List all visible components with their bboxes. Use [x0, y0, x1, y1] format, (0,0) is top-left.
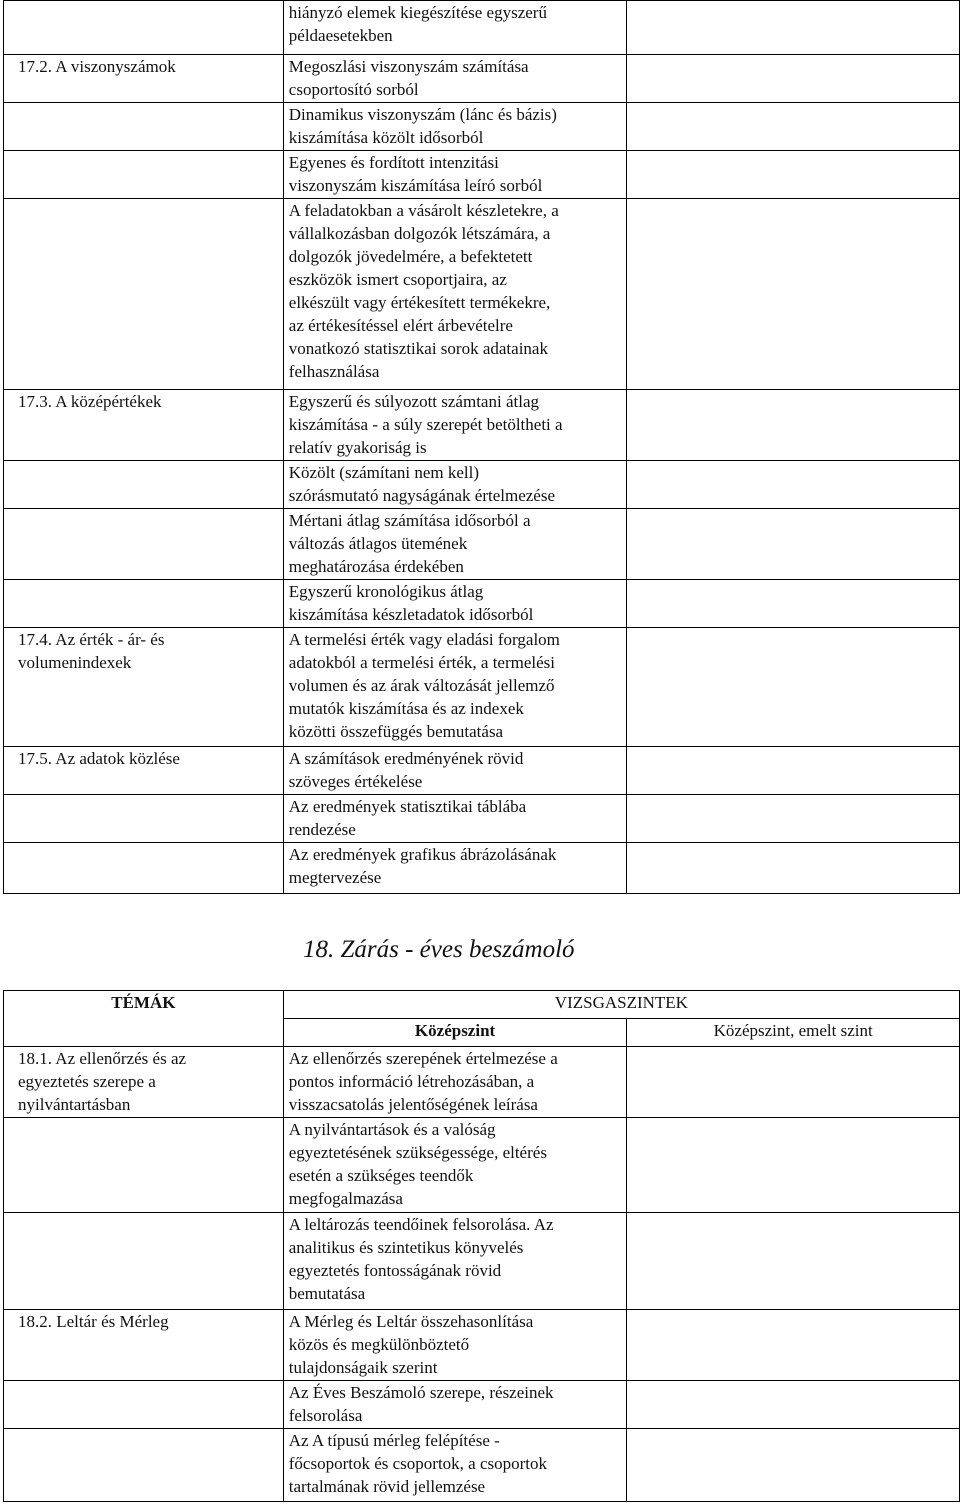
requirement-text: A leltározás teendőinek felsorolása. Az analitikus és szintetikus könyvelés egyeztetés fontosságának rövid bemutatása	[288, 1215, 554, 1303]
requirement-text: Közölt (számítani nem kell) szórásmutató nagyságának értelmezése	[288, 463, 555, 505]
requirement-cell	[283, 1310, 627, 1381]
header-mid-advanced-level: Középszint, emelt szint	[627, 1019, 960, 1047]
requirement-text: A Mérleg és Leltár összehasonlítása közös és megkülönböztető tulajdonságaik szerint	[288, 1312, 534, 1377]
topic-cell	[4, 509, 284, 580]
requirement-text: A feladatokban a vásárolt készletekre, a vállalkozásban dolgozók létszámára, a dolgozók jövedelmére, a befektetett eszközök ismert csoportjaira, az elkészült vagy értékesített termékekre, az értékesítéssel elért árbevételre vonatkozó statisztikai sorok adatainak felhasználása	[288, 201, 559, 381]
topic-cell: 17.5. Az adatok közlése	[4, 747, 284, 795]
requirement-cell	[283, 509, 627, 580]
table-row	[4, 461, 960, 509]
requirement-text: hiányzó elemek kiegészítése egyszerű példaesetekben	[288, 3, 547, 45]
requirement-text: Az eredmények grafikus ábrázolásának megtervezése	[288, 845, 557, 887]
requirement-cell	[283, 1118, 627, 1213]
requirement-text: A számítások eredményének rövid szöveges értékelése	[288, 749, 524, 791]
requirement-text: Megoszlási viszonyszám számítása csoportosító sorból	[288, 57, 529, 99]
requirement-text: Az A típusú mérleg felépítése - főcsoportok és csoportok, a csoportok tartalmának rövid jellemzése	[288, 1431, 548, 1496]
advanced-level-cell	[627, 1047, 960, 1118]
table-row	[4, 103, 960, 151]
requirement-text: Az ellenőrzés szerepének értelmezése a pontos információ létrehozásában, a visszacsatolás jelentőségének leírása	[288, 1049, 558, 1114]
requirement-text: Dinamikus viszonyszám (lánc és bázis) kiszámítása közölt idősorból	[288, 105, 557, 147]
requirement-cell	[283, 1047, 627, 1118]
topic-cell	[4, 1118, 284, 1213]
curriculum-table-18	[3, 990, 960, 1502]
table-row	[4, 1213, 960, 1310]
requirement-cell	[283, 747, 627, 795]
advanced-level-cell	[627, 390, 960, 461]
advanced-level-cell	[627, 795, 960, 843]
requirement-text: A nyilvántartások és a valóság egyeztetésének szükségessége, eltérés esetén a szükséges teendők megfogalmazása	[288, 1120, 547, 1208]
advanced-level-cell	[627, 1, 960, 55]
topic-cell: 17.3. A középértékek	[4, 390, 284, 461]
topic-cell	[4, 103, 284, 151]
header-topics: TÉMÁK	[4, 991, 284, 1047]
table-row	[4, 151, 960, 199]
section-title: 18. Zárás - éves beszámoló	[303, 936, 575, 963]
requirement-cell	[283, 103, 627, 151]
requirement-cell	[283, 1, 627, 55]
table-row	[4, 390, 960, 461]
requirement-cell	[283, 1381, 627, 1429]
advanced-level-cell	[627, 1118, 960, 1213]
header-levels: VIZSGASZINTEK	[283, 991, 959, 1019]
table-row	[4, 580, 960, 628]
advanced-level-cell	[627, 628, 960, 747]
requirement-cell	[283, 843, 627, 894]
table-row	[4, 1047, 960, 1118]
topic-cell	[4, 461, 284, 509]
table-row	[4, 1, 960, 55]
requirement-text: Egyenes és fordított intenzitási viszonyszám kiszámítása leíró sorból	[288, 153, 543, 195]
topic-cell	[4, 151, 284, 199]
curriculum-table-17	[3, 0, 960, 894]
advanced-level-cell	[627, 199, 960, 390]
requirement-cell	[283, 1429, 627, 1502]
requirement-text: A termelési érték vagy eladási forgalom adatokból a termelési érték, a termelési volumen és az árak változását jellemző mutatók kiszámítása és az indexek közötti összefüggés bemutatása	[288, 630, 560, 741]
table-row	[4, 1310, 960, 1381]
requirement-cell	[283, 795, 627, 843]
topic-cell	[4, 580, 284, 628]
requirement-cell	[283, 199, 627, 390]
topic-cell	[4, 1213, 284, 1310]
requirement-text: Egyszerű kronológikus átlag kiszámítása készletadatok idősorból	[288, 582, 534, 624]
topic-cell: 18.1. Az ellenőrzés és az egyeztetés szerepe a nyilvántartásban	[4, 1047, 284, 1118]
table-row	[4, 55, 960, 103]
requirement-text: Egyszerű és súlyozott számtani átlag kiszámítása - a súly szerepét betöltheti a relatív gyakoriság is	[288, 392, 563, 457]
advanced-level-cell	[627, 1213, 960, 1310]
table-row	[4, 1118, 960, 1213]
topic-cell	[4, 1381, 284, 1429]
requirement-text: Az Éves Beszámoló szerepe, részeinek felsorolása	[288, 1383, 554, 1425]
topic-cell	[4, 843, 284, 894]
requirement-cell	[283, 151, 627, 199]
requirement-cell	[283, 55, 627, 103]
advanced-level-cell	[627, 103, 960, 151]
requirement-cell	[283, 390, 627, 461]
topic-cell: 17.4. Az érték - ár- és volumenindexek	[4, 628, 284, 747]
advanced-level-cell	[627, 1429, 960, 1502]
topic-cell	[4, 795, 284, 843]
advanced-level-cell	[627, 747, 960, 795]
table-row	[4, 843, 960, 894]
topic-cell: 17.2. A viszonyszámok	[4, 55, 284, 103]
topic-cell	[4, 1, 284, 55]
advanced-level-cell	[627, 55, 960, 103]
topic-cell	[4, 1429, 284, 1502]
header-row	[4, 991, 960, 1019]
advanced-level-cell	[627, 461, 960, 509]
topic-cell: 18.2. Leltár és Mérleg	[4, 1310, 284, 1381]
table-body	[4, 991, 960, 1502]
requirement-cell	[283, 628, 627, 747]
table-row	[4, 1381, 960, 1429]
header-mid-level: Középszint	[283, 1019, 627, 1047]
advanced-level-cell	[627, 843, 960, 894]
table-row	[4, 509, 960, 580]
requirement-cell	[283, 461, 627, 509]
requirement-cell	[283, 580, 627, 628]
requirement-text: Az eredmények statisztikai táblába rendezése	[288, 797, 527, 839]
requirement-text: Mértani átlag számítása idősorból a változás átlagos ütemének meghatározása érdekében	[288, 511, 531, 576]
table-row	[4, 747, 960, 795]
table-body	[4, 1, 960, 894]
table-row	[4, 1429, 960, 1502]
advanced-level-cell	[627, 509, 960, 580]
advanced-level-cell	[627, 1310, 960, 1381]
table-row	[4, 628, 960, 747]
advanced-level-cell	[627, 151, 960, 199]
advanced-level-cell	[627, 580, 960, 628]
table-row	[4, 199, 960, 390]
requirement-cell	[283, 1213, 627, 1310]
advanced-level-cell	[627, 1381, 960, 1429]
topic-cell	[4, 199, 284, 390]
table-row	[4, 795, 960, 843]
